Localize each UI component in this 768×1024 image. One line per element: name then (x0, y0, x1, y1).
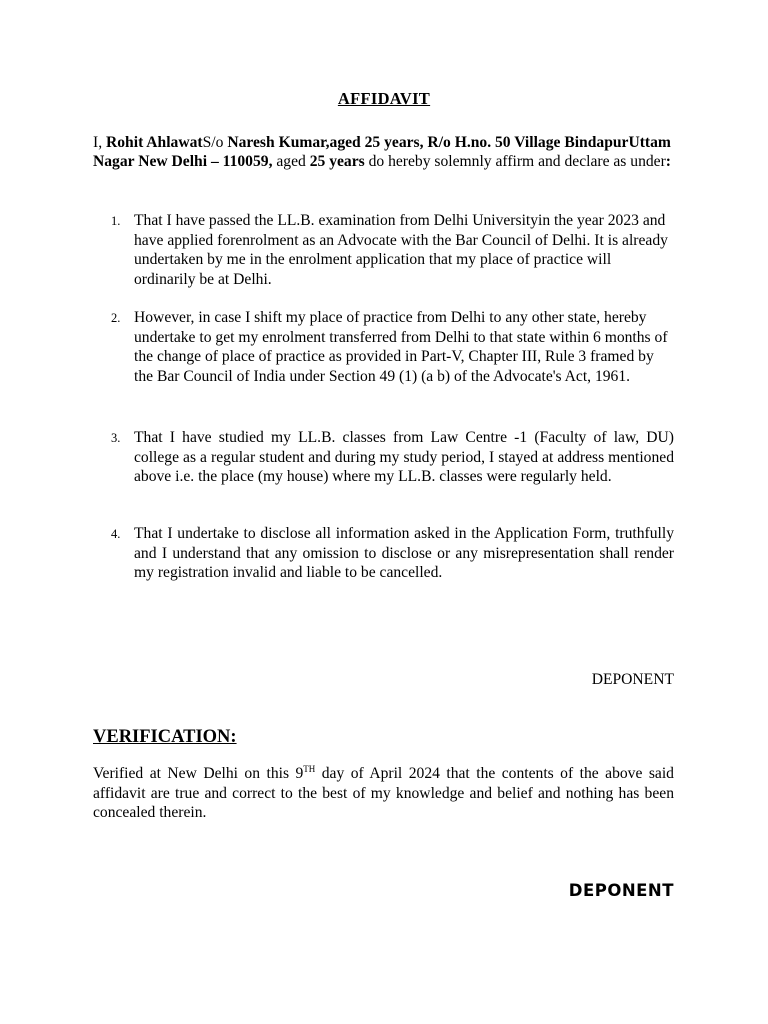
intro-prefix: I, (93, 134, 106, 151)
item-number: 1. (111, 214, 121, 228)
item-number: 3. (111, 431, 121, 445)
item-text: That I have studied my LL.B. classes from Law Centre -1 (Faculty of law, DU) college as a regular student and during my study period, I stayed at address mentioned above i.e. the place (my house) where my LL.B. classes were regularly held. (134, 429, 674, 485)
item-text: That I undertake to disclose all information asked in the Application Form, truthfully and I understand that any omission to disclose or any misrepresentation shall render my registration invalid and liable to be cancelled. (134, 525, 674, 581)
item-text: That I have passed the LL.B. examination from Delhi Universityin the year 2023 and have applied forenrolment as an Advocate with the Bar Council of Delhi. It is already undertaken by me in the enrolment application that my place of practice will ordinarily be at Delhi. (134, 212, 668, 288)
affidavit-item-3 (111, 428, 691, 487)
affidavit-item-1 (111, 211, 691, 289)
item-number: 4. (111, 527, 121, 541)
affidavit-item-4 (111, 524, 691, 583)
intro-address: aged 25 years, R/o H.no. 50 Village BindapurUttam Nagar New Delhi – 110059, (93, 134, 671, 170)
deponent-signature-label: DEPONENT (568, 881, 674, 900)
intro-suffix: do hereby solemnly affirm and declare as under (364, 153, 666, 170)
verification-text-before: Verified at New Delhi on this 9 (93, 765, 304, 782)
verification-superscript: TH (303, 764, 316, 774)
item-number: 2. (111, 311, 121, 325)
verification-heading: VERIFICATION: (93, 727, 237, 747)
verification-text-after: day of April 2024 that the contents of the above said affidavit are true and correct to the best of my knowledge and belief and nothing has been concealed therein. (93, 765, 674, 821)
deponent-name: Rohit Ahlawat (106, 134, 203, 151)
father-name: Naresh Kumar, (227, 134, 330, 151)
intro-paragraph (93, 133, 693, 171)
affidavit-title: AFFIDAVIT (337, 89, 431, 108)
affidavit-item-2 (111, 308, 691, 386)
intro-aged-prefix: aged (272, 153, 310, 170)
item-text: However, in case I shift my place of practice from Delhi to any other state, hereby undertake to get my enrolment transferred from Delhi to that state within 6 months of the change of place of practice as provided in Part-V, Chapter III, Rule 3 framed by the Bar Council of India under Section 49 (1) (a b) of the Advocate's Act, 1961. (134, 309, 668, 385)
intro-so: S/o (202, 134, 228, 151)
intro-colon: : (665, 153, 671, 170)
deponent-label: DEPONENT (591, 671, 674, 688)
verification-text (93, 764, 674, 823)
intro-age: 25 years (309, 153, 365, 170)
